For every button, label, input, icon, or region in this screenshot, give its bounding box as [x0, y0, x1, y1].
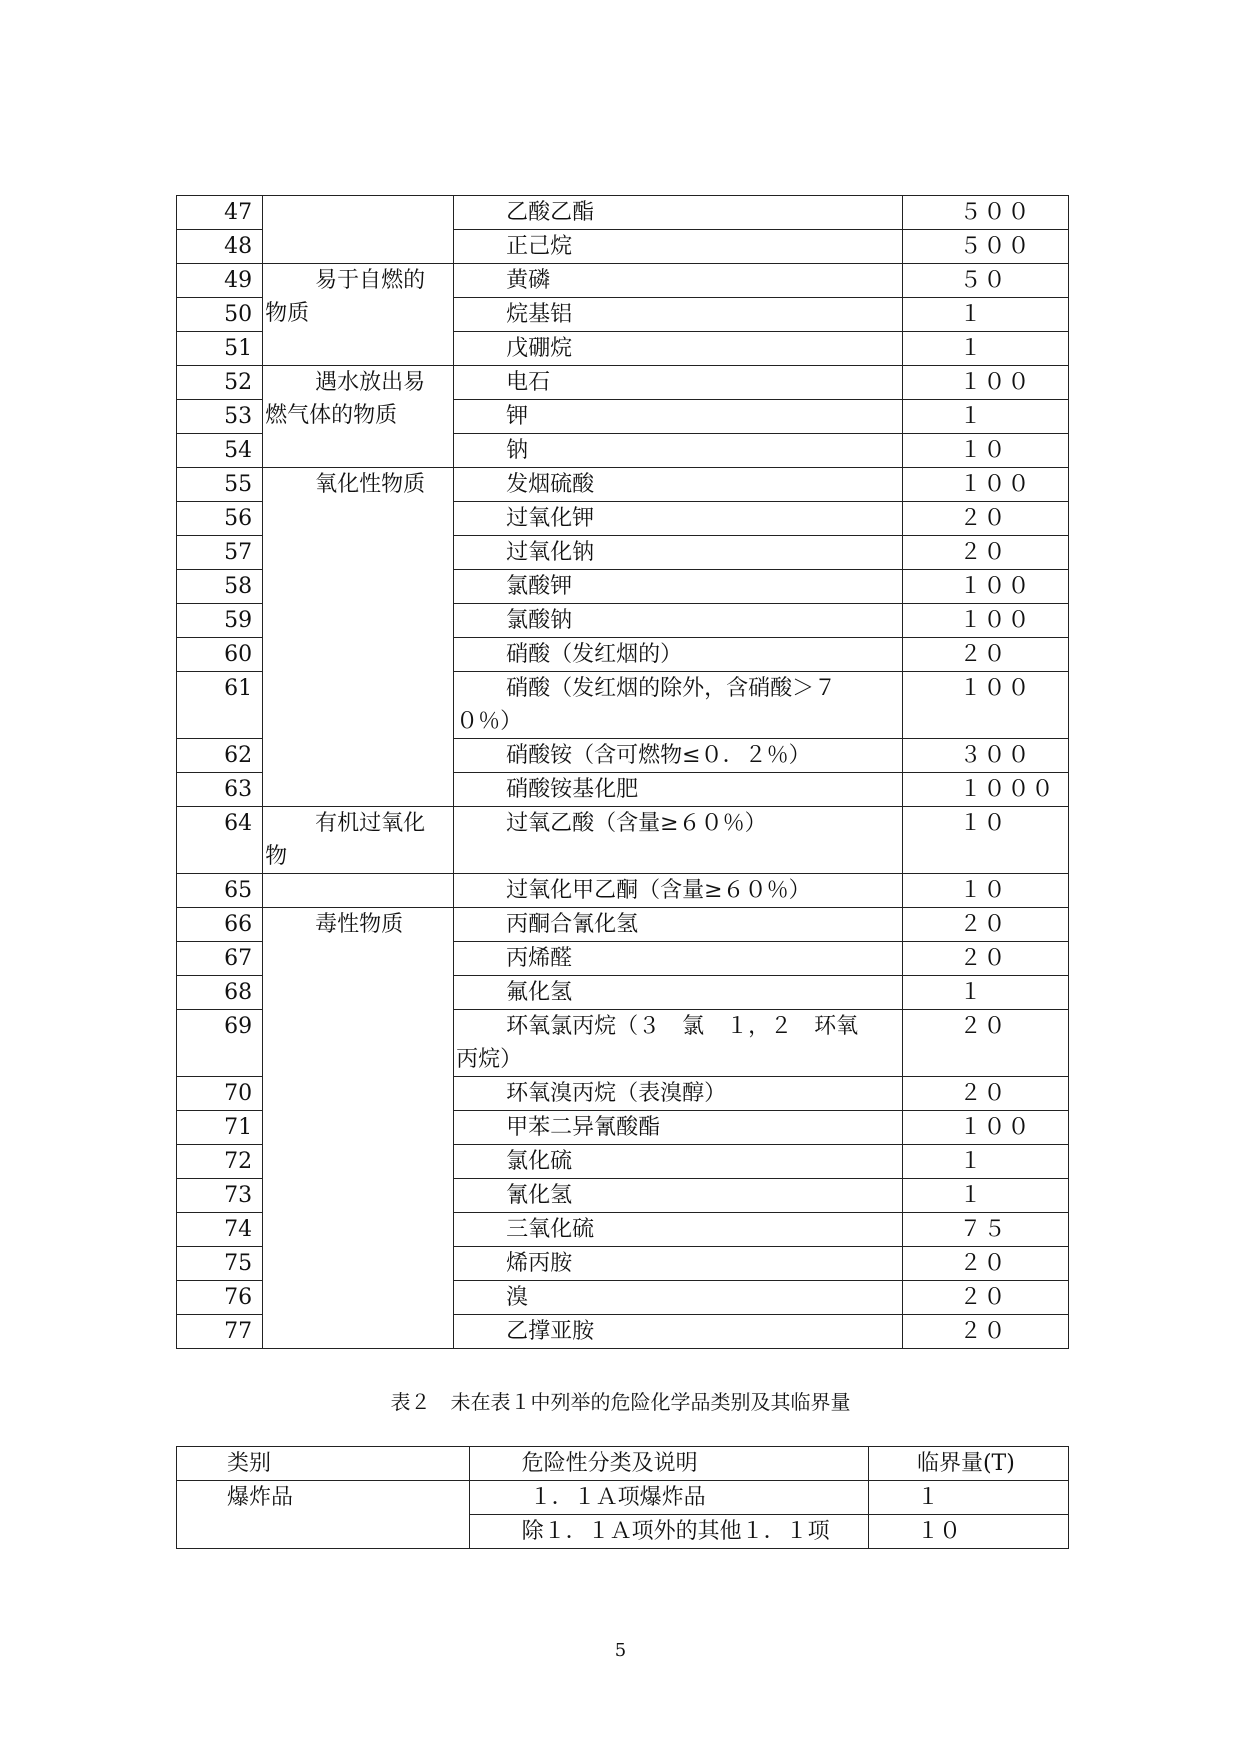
row-number: 59	[177, 604, 263, 638]
table-row	[177, 468, 1069, 502]
table-row	[177, 908, 1069, 942]
substance-name: 戊硼烷	[454, 332, 903, 366]
category-label-cont: 物质	[265, 301, 310, 326]
category-label: 有机过氧化	[315, 811, 426, 836]
row-number: 62	[177, 739, 263, 773]
row-number: 74	[177, 1213, 263, 1247]
critical-quantity-table	[176, 195, 1069, 1349]
table-caption: 表２ 未在表１中列举的危险化学品类别及其临界量	[390, 1390, 851, 1414]
substance-name: 硝酸铵基化肥	[454, 773, 903, 807]
table-row	[177, 264, 1069, 298]
substance-name: 钾	[454, 400, 903, 434]
classification-cell: １．１Ａ项爆炸品	[469, 1481, 868, 1515]
substance-name: 乙撑亚胺	[454, 1315, 903, 1349]
critical-quantity: １０	[868, 1515, 1068, 1549]
row-number: 52	[177, 366, 263, 400]
row-number: 73	[177, 1179, 263, 1213]
classification-cell: 除１．１Ａ项外的其他１．１项	[469, 1515, 868, 1549]
substance-name: 氯酸钾	[454, 570, 903, 604]
row-number: 47	[177, 196, 263, 230]
substance-name: 过氧化甲乙酮（含量≥６０％）	[454, 874, 903, 908]
critical-quantity: ５０	[903, 264, 1069, 298]
row-number: 61	[177, 672, 263, 739]
critical-quantity: １	[903, 976, 1069, 1010]
substance-name: 三氧化硫	[454, 1213, 903, 1247]
substance-name: 甲苯二异氰酸酯	[454, 1111, 903, 1145]
row-number: 55	[177, 468, 263, 502]
row-number: 76	[177, 1281, 263, 1315]
row-number: 50	[177, 298, 263, 332]
category-cell	[263, 874, 454, 908]
critical-quantity: １０	[903, 807, 1069, 874]
substance-name: 电石	[454, 366, 903, 400]
substance-name: 发烟硫酸	[454, 468, 903, 502]
row-number: 77	[177, 1315, 263, 1349]
column-header-category: 类别	[177, 1447, 470, 1481]
critical-quantity: ２０	[903, 1010, 1069, 1077]
critical-quantity: １０００	[903, 773, 1069, 807]
critical-quantity: １００	[903, 1111, 1069, 1145]
row-number: 64	[177, 807, 263, 874]
table-row	[177, 807, 1069, 874]
substance-name: 烯丙胺	[454, 1247, 903, 1281]
category-cell	[263, 264, 454, 366]
critical-quantity: ２０	[903, 1315, 1069, 1349]
substance-name: 过氧化钾	[454, 502, 903, 536]
critical-quantity: １	[903, 298, 1069, 332]
substance-name: 环氧溴丙烷（表溴醇）	[454, 1077, 903, 1111]
category-label: 毒性物质	[315, 912, 404, 937]
substance-name: 乙酸乙酯	[454, 196, 903, 230]
substance-name: 氯化硫	[454, 1145, 903, 1179]
critical-quantity: ２０	[903, 908, 1069, 942]
row-number: 65	[177, 874, 263, 908]
critical-quantity: １	[903, 400, 1069, 434]
critical-quantity: ２０	[903, 638, 1069, 672]
table-row	[177, 874, 1069, 908]
column-header-classification: 危险性分类及说明	[469, 1447, 868, 1481]
category-cell	[263, 908, 454, 1349]
row-number: 57	[177, 536, 263, 570]
substance-name: 硝酸铵（含可燃物≤０．２％）	[454, 739, 903, 773]
critical-quantity: ２０	[903, 536, 1069, 570]
table-row	[177, 196, 1069, 230]
category-cell	[263, 807, 454, 874]
category-label: 氧化性物质	[315, 472, 426, 497]
substance-name: 烷基铝	[454, 298, 903, 332]
row-number: 66	[177, 908, 263, 942]
critical-quantity: １０	[903, 434, 1069, 468]
critical-quantity: １	[868, 1481, 1068, 1515]
substance-name: 氰化氢	[454, 1179, 903, 1213]
row-number: 72	[177, 1145, 263, 1179]
page-number: 5	[614, 1640, 627, 1661]
row-number: 58	[177, 570, 263, 604]
substance-name: 氯酸钠	[454, 604, 903, 638]
substance-name: 钠	[454, 434, 903, 468]
row-number: 63	[177, 773, 263, 807]
row-number: 54	[177, 434, 263, 468]
category-cell	[263, 468, 454, 807]
critical-quantity: ２０	[903, 942, 1069, 976]
critical-quantity: ７５	[903, 1213, 1069, 1247]
category-cell	[263, 196, 454, 264]
critical-quantity: ２０	[903, 1247, 1069, 1281]
row-number: 71	[177, 1111, 263, 1145]
critical-quantity: １００	[903, 570, 1069, 604]
substance-name: 丙酮合氰化氢	[454, 908, 903, 942]
category-label: 遇水放出易	[315, 370, 426, 395]
row-number: 70	[177, 1077, 263, 1111]
substance-name: 正己烷	[454, 230, 903, 264]
row-number: 56	[177, 502, 263, 536]
critical-quantity: ５００	[903, 196, 1069, 230]
row-number: 69	[177, 1010, 263, 1077]
table-row	[177, 366, 1069, 400]
row-number: 60	[177, 638, 263, 672]
critical-quantity: １００	[903, 604, 1069, 638]
row-number: 75	[177, 1247, 263, 1281]
critical-quantity: ２０	[903, 1077, 1069, 1111]
category-label: 易于自燃的	[315, 268, 426, 293]
substance-name: 环氧氯丙烷（３ 氯 １，２ 环氧 丙烷）	[454, 1010, 903, 1077]
row-number: 51	[177, 332, 263, 366]
substance-name: 过氧乙酸（含量≥６０％）	[454, 807, 903, 874]
substance-name: 硝酸（发红烟的）	[454, 638, 903, 672]
category-cell: 爆炸品	[177, 1481, 470, 1549]
critical-quantity: １００	[903, 672, 1069, 739]
substance-name: 丙烯醛	[454, 942, 903, 976]
row-number: 49	[177, 264, 263, 298]
category-cell	[263, 366, 454, 468]
table-header-row	[177, 1447, 1069, 1481]
substance-name: 氟化氢	[454, 976, 903, 1010]
substance-name: 过氧化钠	[454, 536, 903, 570]
substance-name: 溴	[454, 1281, 903, 1315]
category-label-cont: 燃气体的物质	[265, 403, 398, 428]
row-number: 48	[177, 230, 263, 264]
critical-quantity: ２０	[903, 1281, 1069, 1315]
row-number: 68	[177, 976, 263, 1010]
critical-quantity: １００	[903, 366, 1069, 400]
substance-name: 黄磷	[454, 264, 903, 298]
row-number: 67	[177, 942, 263, 976]
critical-quantity: １０	[903, 874, 1069, 908]
row-number: 53	[177, 400, 263, 434]
substance-name: 硝酸（发红烟的除外，含硝酸＞７ ０％）	[454, 672, 903, 739]
table-row	[177, 1481, 1069, 1515]
critical-quantity: １	[903, 1179, 1069, 1213]
critical-quantity: １	[903, 332, 1069, 366]
critical-quantity: １	[903, 1145, 1069, 1179]
critical-quantity: １００	[903, 468, 1069, 502]
column-header-threshold: 临界量(T)	[868, 1447, 1068, 1481]
critical-quantity: ５００	[903, 230, 1069, 264]
critical-quantity: ３００	[903, 739, 1069, 773]
category-label-cont: 物	[265, 844, 288, 869]
category-threshold-table	[176, 1446, 1069, 1549]
critical-quantity: ２０	[903, 502, 1069, 536]
